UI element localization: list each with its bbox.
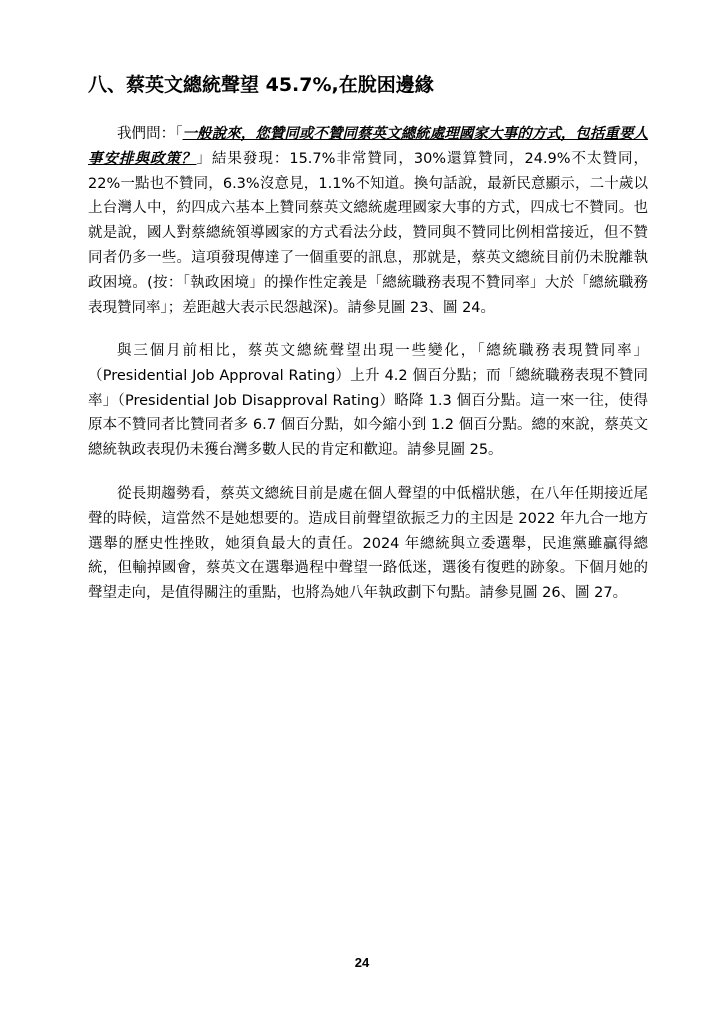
paragraph-2: 與三個月前相比，蔡英文總統聲望出現一些變化，「總統職務表現贊同率」（Presidential Job Approval Rating）上升 4.2 個百分點；而「總統職務表現不贊同率」（Presidential Job Disapproval Rating）略降 1.3 個百分點。這一來一往，使得原本不贊同者比贊同者多 6.7 個百分點，如今縮小到 1.2 個百分點。總的來說，蔡英文總統執政表現仍未獲台灣多數人民的肯定和歡迎。請參見圖 25。 [88, 343, 648, 459]
section-heading: 八、蔡英文總統聲望 45.7%,在脫困邊緣 [88, 74, 434, 96]
survey-question: 一般說來，您贊同或不贊同蔡英文總統處理國家大事的方式，包括重要人事安排與政策？ [88, 126, 649, 167]
page-number: 24 [354, 955, 370, 970]
paragraph-3: 從長期趨勢看，蔡英文總統目前是處在個人聲望的中低檔狀態，在八年任期接近尾聲的時候，這當然不是她想要的。造成目前聲望欲振乏力的主因是 2022 年九合一地方選舉的歷史性挫敗，她須負最大的責任。2024 年總統與立委選舉，民進黨雖贏得總統，但輸掉國會，蔡英文在選舉過程中聲望一路低迷，選後有復甦的跡象。下個月她的聲望走向，是值得關注的重點，也將為她八年執政劃下句點。請參見圖 26、圖 27。 [88, 486, 648, 602]
paragraph-1 [88, 122, 648, 320]
paragraph-1-body: 」結果發現：15.7%非常贊同，30%還算贊同，24.9%不太贊同，22%一點也不贊同，6.3%沒意見，1.1%不知道。換句話說，最新民意顯示，二十歲以上台灣人中，約四成六基本上贊同蔡英文總統處理國家大事的方式，四成七不贊同。也就是說，國人對蔡總統領導國家的方式看法分歧，贊同與不贊同比例相當接近，但不贊同者仍多一些。這項發現傳達了一個重要的訊息，那就是，蔡英文總統目前仍未脫離執政困境。(按：「執政困境」的操作性定義是「總統職務表現不贊同率」大於「總統職務表現贊同率」；差距越大表示民怨越深)。請參見圖 23、圖 24。 [88, 150, 648, 316]
paragraph-1-lead: 我們問：「 [117, 126, 183, 142]
